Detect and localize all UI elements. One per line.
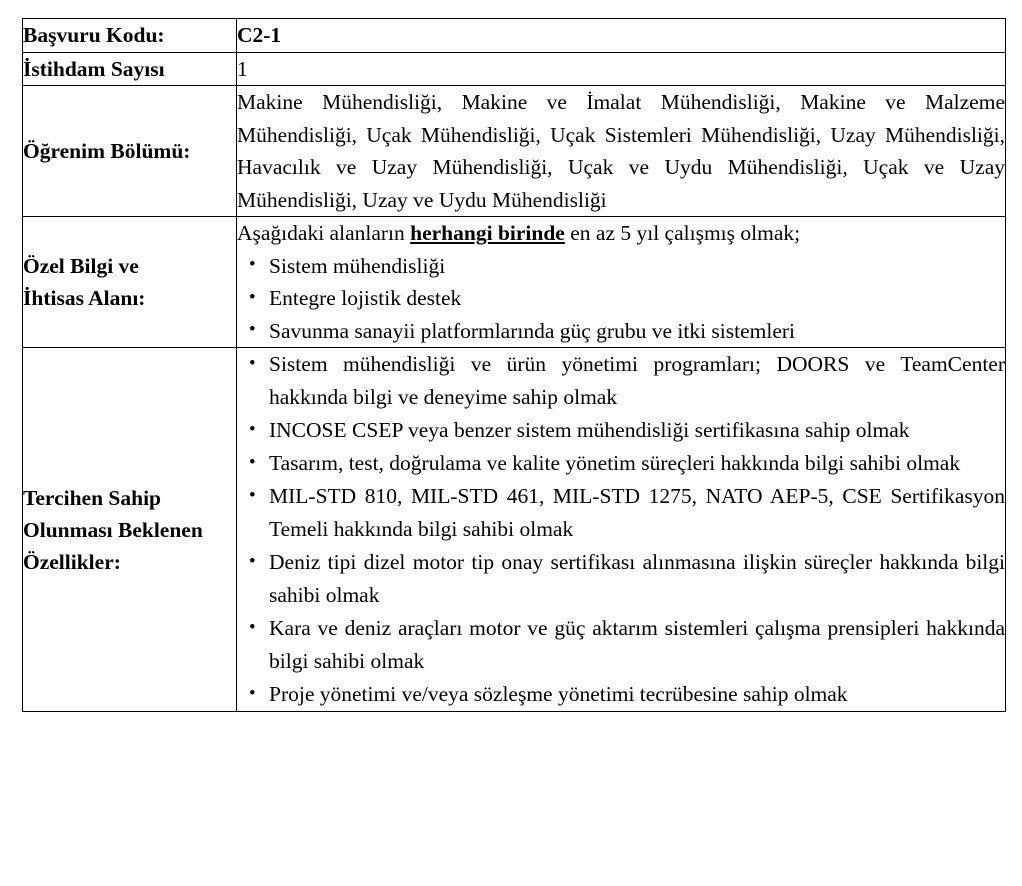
intro-emphasis: herhangi birinde <box>410 221 565 245</box>
list-item: • Entegre lojistik destek <box>237 282 1005 315</box>
row-label-ozel-bilgi-ihtisas-alani <box>23 217 237 348</box>
list-item: • MIL-STD 810, MIL-STD 461, MIL-STD 1275, NATO AEP-5, CSE Sertifikasyon Temeli hakkında bilgi sahibi olmak <box>237 480 1005 546</box>
intro-line <box>237 217 1005 250</box>
intro-prefix: Aşağıdaki alanların <box>237 221 411 245</box>
row-label-istihdam-sayisi <box>23 52 237 86</box>
label-text: İstihdam Sayısı <box>23 56 165 81</box>
label-text-line-1: Özel Bilgi ve <box>23 254 139 278</box>
table-row <box>23 52 1006 86</box>
label-text-line-1: Tercihen Sahip <box>23 485 162 510</box>
row-label-tercihen-sahip-olunmasi-beklenen-ozellikler <box>23 348 237 712</box>
tercihen-bullet-list <box>237 348 1005 711</box>
row-label-basvuru-kodu <box>23 19 237 53</box>
list-item: • INCOSE CSEP veya benzer sistem mühendisliği sertifikasına sahip olmak <box>237 414 1005 447</box>
ozel-bilgi-bullet-list <box>237 250 1005 348</box>
label-text-line-3: Özellikler: <box>23 549 121 574</box>
list-item: • Sistem mühendisliği ve ürün yönetimi programları; DOORS ve TeamCenter hakkında bilgi ve deneyime sahip olmak <box>237 348 1005 414</box>
list-item: • Proje yönetimi ve/veya sözleşme yönetimi tecrübesine sahip olmak <box>237 678 1005 711</box>
label-text: Öğrenim Bölümü: <box>23 139 191 163</box>
value-text: 1 <box>237 56 248 81</box>
label-text-line-2: Olunması Beklenen <box>23 517 203 542</box>
list-item: • Savunma sanayii platformlarında güç grubu ve itki sistemleri <box>237 315 1005 348</box>
list-item: • Deniz tipi dizel motor tip onay sertifikası alınmasına ilişkin süreçler hakkında bilgi sahibi olmak <box>237 546 1005 612</box>
table-row <box>23 19 1006 53</box>
intro-suffix: en az 5 yıl çalışmış olmak; <box>564 221 801 245</box>
row-value-tercihen-sahip-olunmasi-beklenen-ozellikler <box>237 348 1006 712</box>
label-text-line-2: İhtisas Alanı: <box>23 286 146 310</box>
row-value-ozel-bilgi-ihtisas-alani <box>237 217 1006 348</box>
list-item: • Tasarım, test, doğrulama ve kalite yönetim süreçleri hakkında bilgi sahibi olmak <box>237 447 1005 480</box>
table-row <box>23 348 1006 712</box>
value-text: C2-1 <box>237 23 282 47</box>
row-value-basvuru-kodu <box>237 19 1006 53</box>
table-row <box>23 217 1006 348</box>
list-item: • Kara ve deniz araçları motor ve güç aktarım sistemleri çalışma prensipleri hakkında bilgi sahibi olmak <box>237 612 1005 678</box>
value-text: Makine Mühendisliği, Makine ve İmalat Mühendisliği, Makine ve Malzeme Mühendisliği, Uçak Mühendisliği, Uçak Sistemleri Mühendisliği, Uzay Mühendisliği, Havacılık ve Uzay Mühendisliği, Uçak ve Uydu Mühendisliği, Uçak ve Uzay Mühendisliği, Uzay ve Uydu Mühendisliği <box>237 90 1005 212</box>
list-item: • Sistem mühendisliği <box>237 250 1005 283</box>
row-label-ogrenim-bolumu <box>23 86 237 217</box>
job-posting-table <box>22 18 1006 712</box>
row-value-ogrenim-bolumu <box>237 86 1006 217</box>
table-row <box>23 86 1006 217</box>
row-value-istihdam-sayisi <box>237 52 1006 86</box>
label-text: Başvuru Kodu: <box>23 23 165 47</box>
